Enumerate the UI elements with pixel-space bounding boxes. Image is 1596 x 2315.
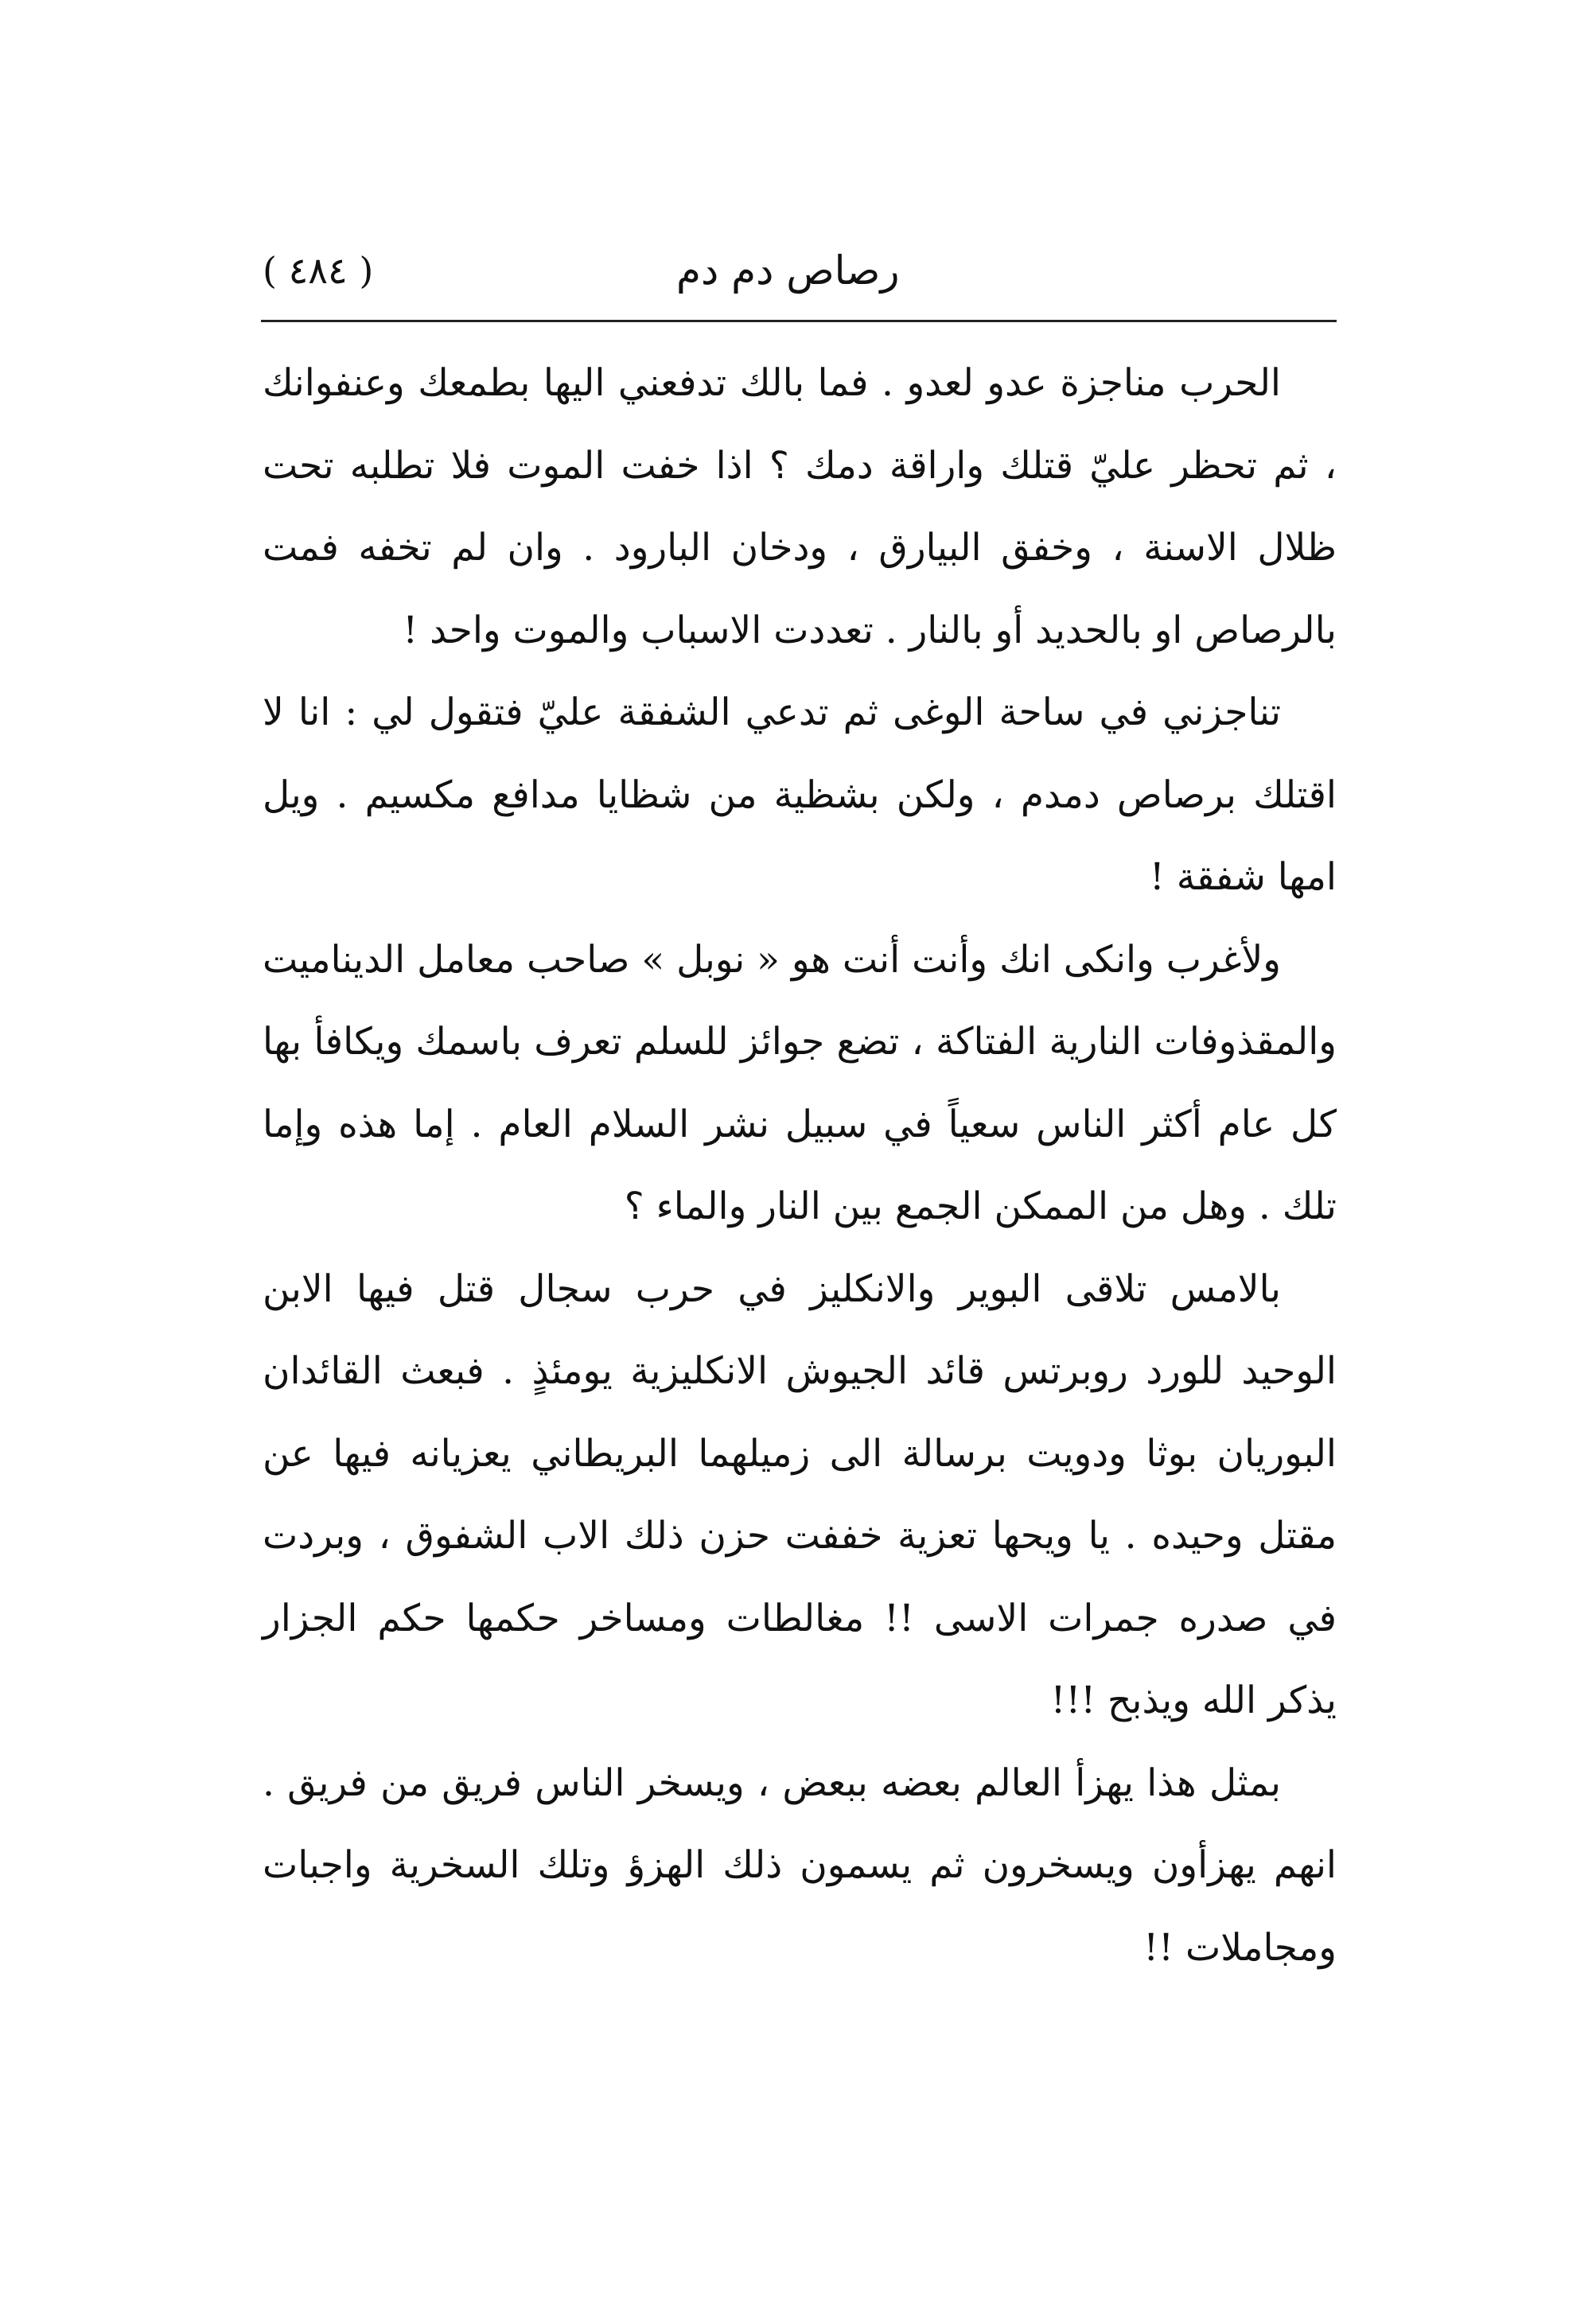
body-text bbox=[263, 342, 1337, 1989]
paragraph: تناجزني في ساحة الوغى ثم تدعي الشفقة عليّ فتقول لي : انا لا اقتلك برصاص دمدم ، ولكن بشظية من شظايا مدافع مكسيم . ويل امها شفقة ! bbox=[263, 691, 1337, 899]
running-title: رصاص دم دم bbox=[676, 247, 900, 294]
paragraph: الحرب مناجزة عدو لعدو . فما بالك تدفعني اليها بطمعك وعنفوانك ، ثم تحظر عليّ قتلك واراقة دمك ؟ اذا خفت الموت فلا تطلبه تحت ظلال الاسنة ، وخفق البيارق ، ودخان البارود . وان لم تخفه فمت بالرصاص او بالحديد أو بالنار . تعددت الاسباب والموت واحد ! bbox=[263, 361, 1337, 652]
paragraph: بمثل هذا يهزأ العالم بعضه ببعض ، ويسخر الناس فريق من فريق . انهم يهزأون ويسخرون ثم يسمون ذلك الهزؤ وتلك السخرية واجبات ومجاملات !! bbox=[263, 1761, 1337, 1970]
page-number: ( ٤٨٤ ) bbox=[263, 249, 374, 292]
page-header bbox=[263, 239, 1337, 310]
paragraph: بالامس تلاقى البوير والانكليز في حرب سجال قتل فيها الابن الوحيد للورد روبرتس قائد الجيوش الانكليزية يومئذٍ . فبعث القائدان البوريان بوثا ودويت برسالة الى زميلهما البريطاني يعزيانه فيها عن مقتل وحيده . يا ويحها تعزية خففت حزن ذلك الاب الشفوق ، وبردت في صدره جمرات الاسى !! مغالطات ومساخر حكمها حكم الجزار يذكر الله ويذبح !!! bbox=[263, 1266, 1337, 1722]
paragraph: ولأغرب وانكى انك وأنت أنت هو « نوبل » صاحب معامل الديناميت والمقذوفات النارية الفتاكة ، تضع جوائز للسلم تعرف باسمك ويكافأ بها كل عام أكثر الناس سعياً في سبيل نشر السلام العام . إما هذه وإما تلك . وهل من الممكن الجمع بين النار والماء ؟ bbox=[263, 937, 1337, 1228]
header-divider bbox=[261, 320, 1337, 322]
